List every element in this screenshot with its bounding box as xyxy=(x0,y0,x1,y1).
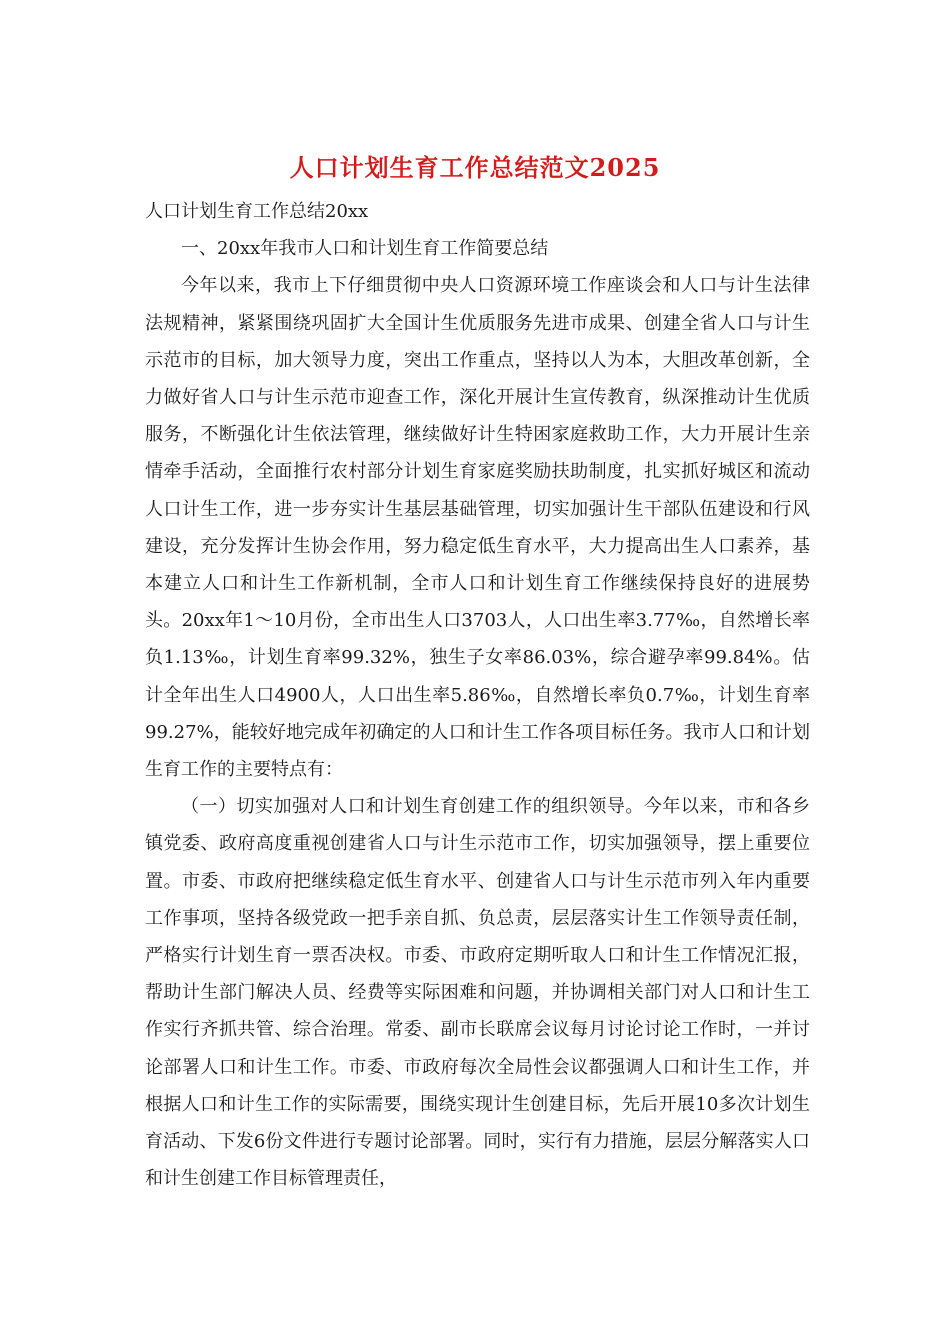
document-title: 人口计划生育工作总结范文2025 xyxy=(289,153,661,182)
section-heading: 一、20xx年我市人口和计划生育工作简要总结 xyxy=(181,238,549,260)
paragraph: （一）切实加强对人口和计划生育创建工作的组织领导。今年以来，市和各乡镇党委、政府高度重视创建省人口与计生示范市工作，切实加强领导，摆上重要位置。市委、市政府把继续稳定低生育水平、创建省人口与计生示范市列入年内重要工作事项，坚持各级党政一把手亲自抓、负总责，层层落实计生工作领导责任制，严格实行计划生育一票否决权。市委、市政府定期听取人口和计生工作情况汇报，帮助计生部门解决人员、经费等实际困难和问题，并协调相关部门对人口和计生工作实行齐抓共管、综合治理。常委、副市长联席会议每月讨论讨论工作时，一并讨论部署人口和计生工作。市委、市政府每次全局性会议都强调人口和计生工作，并根据人口和计生工作的实际需要，围绕实现计生创建目标，先后开展10多次计划生育活动、下发6份文件进行专题讨论部署。同时，实行有力措施，层层分解落实人口和计生创建工作目标管理责任， xyxy=(145,796,810,1190)
document-body xyxy=(145,193,810,1197)
document-subtitle: 人口计划生育工作总结20xx xyxy=(145,201,369,222)
paragraph: 今年以来，我市上下仔细贯彻中央人口资源环境工作座谈会和人口与计生法律法规精神，紧紧围绕巩固扩大全国计生优质服务先进市成果、创建全省人口与计生示范市的目标，加大领导力度，突出工作重点，坚持以人为本，大胆改革创新，全力做好省人口与计生示范市迎查工作，深化开展计生宣传教育，纵深推动计生优质服务，不断强化计生依法管理，继续做好计生特困家庭救助工作，大力开展计生亲情牵手活动，全面推行农村部分计划生育家庭奖励扶助制度，扎实抓好城区和流动人口计生工作，进一步夯实计生基层基础管理，切实加强计生干部队伍建设和行风建设，充分发挥计生协会作用，努力稳定低生育水平，大力提高出生人口素养，基本建立人口和计生工作新机制，全市人口和计划生育工作继续保持良好的进展势头。20xx年1～10月份，全市出生人口3703人，人口出生率3.77‰，自然增长率负1.13‰，计划生育率99.32%，独生子女率86.03%，综合避孕率99.84%。估计全年出生人口4900人，人口出生率5.86‰，自然增长率负0.7‰，计划生育率99.27%，能较好地完成年初确定的人口和计生工作各项目标任务。我市人口和计划生育工作的主要特点有： xyxy=(145,275,810,781)
